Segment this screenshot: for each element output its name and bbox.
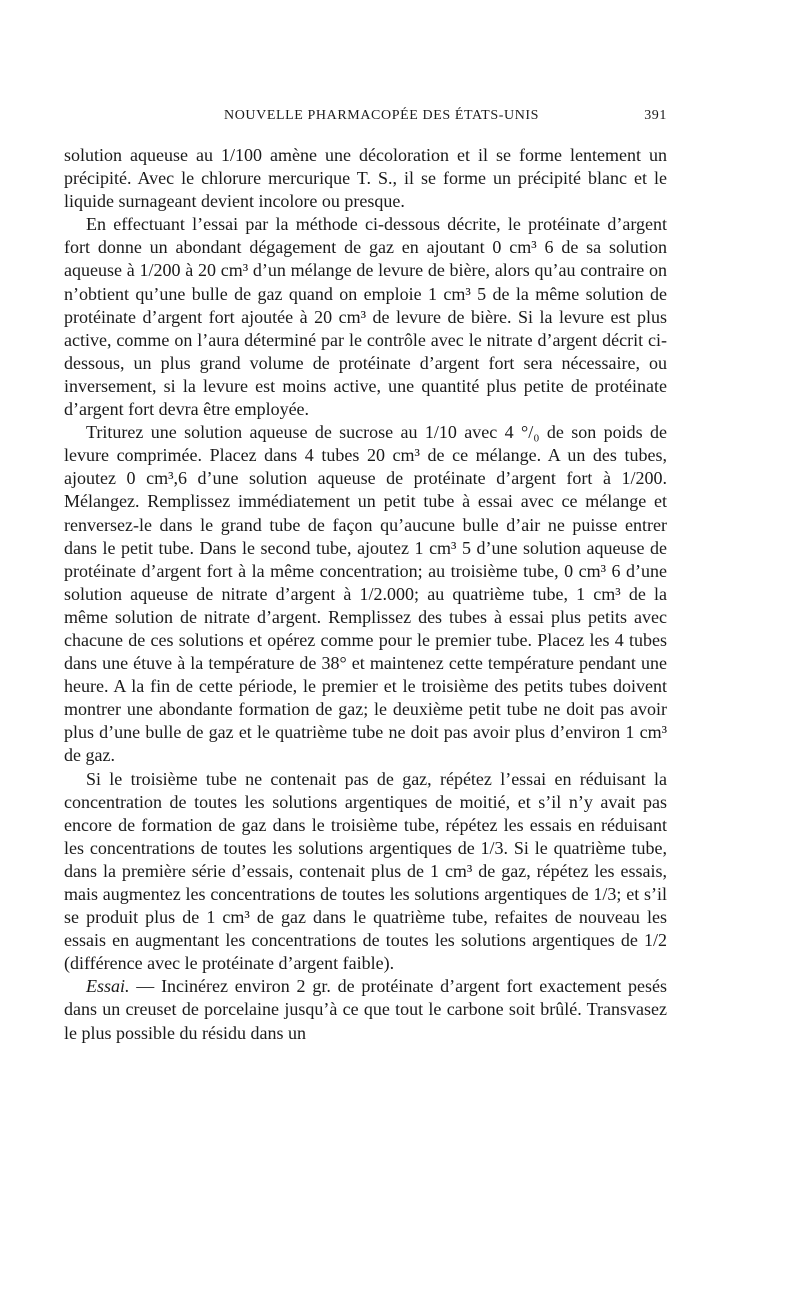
paragraph-sucrose-procedure <box>64 421 667 767</box>
book-page <box>64 0 667 1303</box>
paragraph-lead: Essai. <box>86 976 130 997</box>
running-title: NOUVELLE PHARMACOPÉE DES ÉTATS-UNIS <box>224 108 540 123</box>
paragraph-text: solution aqueuse au 1/100 amène une décoloration et il se forme lentement un précipité. Avec le chlorure mercurique T. S., il se forme un précipité blanc et le liquide surnageant devient incolore ou presque. <box>64 145 667 212</box>
paragraph-continuation <box>64 144 667 213</box>
paragraph-text: Triturez une solution aqueuse de sucrose au 1/10 avec 4 °/₀ de son poids de levure comprimée. Placez dans 4 tubes 20 cm³ de ce mélange. A un des tubes, ajoutez 0 cm³,6 d’une solution aqueuse de protéinate d’argent fort à 1/200. Mélangez. Remplissez immédiatement un petit tube à essai avec ce mélange et renversez-le dans le grand tube de façon qu’aucune bulle d’air ne puisse entrer dans le petit tube. Dans le second tube, ajoutez 1 cm³ 5 d’une solution aqueuse de protéinate d’argent fort à la même concentration; au troisième tube, 0 cm³ 6 d’une solution aqueuse de nitrate d’argent à 1/2.000; au quatrième tube, 1 cm³ de la même solution de nitrate d’argent. Remplissez des tubes à essai plus petits avec chacune de ces solutions et opérez comme pour le premier tube. Placez les 4 tubes dans une étuve à la température de 38° et maintenez cette température pendant une heure. A la fin de cette période, le premier et le troisième des petits tubes doivent montrer une abondante formation de gaz; le deuxième petit tube ne doit pas avoir plus d’une bulle de gaz et le quatrième tube ne doit pas avoir plus d’environ 1 cm³ de gaz. <box>64 422 667 766</box>
paragraph-proteinate-test <box>64 213 667 421</box>
paragraph-text: Si le troisième tube ne contenait pas de gaz, répétez l’essai en réduisant la concentration de toutes les solutions argentiques de moitié, et s’il n’y avait pas encore de formation de gaz dans le troisième tube, répétez les essais en réduisant les concentrations de toutes les solutions argentiques de 1/3. Si le quatrième tube, dans la première série d’essais, contenait plus de 1 cm³ de gaz, répétez les essais, mais augmentez les concentrations de toutes les solutions argentiques de 1/3; et s’il se produit plus de 1 cm³ de gaz dans le quatrième tube, refaites de nouveau les essais en augmentant les concentrations de toutes les solutions argentiques de 1/2 (différence avec le protéinate d’argent faible). <box>64 768 667 974</box>
paragraph-text: — Incinérez environ 2 gr. de protéinate d’argent fort exactement pesés dans un creuset de porcelaine jusqu’à ce que tout le carbone soit brûlé. Transvasez le plus possible du résidu dans un <box>64 976 667 1043</box>
paragraph-text: En effectuant l’essai par la méthode ci-dessous décrite, le protéinate d’argent fort donne un abondant dégagement de gaz en ajoutant 0 cm³ 6 de sa solution aqueuse à 1/200 à 20 cm³ d’un mélange de levure de bière, alors qu’au contraire on n’obtient qu’une bulle de gaz quand on emploie 1 cm³ 5 de la même solution de protéinate d’argent fort ajoutée à 20 cm³ de levure de bière. Si la levure est plus active, comme on l’aura déterminé par le contrôle avec le nitrate d’argent décrit ci-dessous, un plus grand volume de protéinate d’argent fort sera nécessaire, ou inversement, si la levure est moins active, une quantité plus petite de protéinate d’argent fort devra être employée. <box>64 214 667 420</box>
page-number: 391 <box>644 108 667 123</box>
body-text <box>64 144 667 1045</box>
running-head <box>64 104 667 128</box>
paragraph-repeat-tests <box>64 768 667 976</box>
paragraph-essai <box>64 975 667 1044</box>
